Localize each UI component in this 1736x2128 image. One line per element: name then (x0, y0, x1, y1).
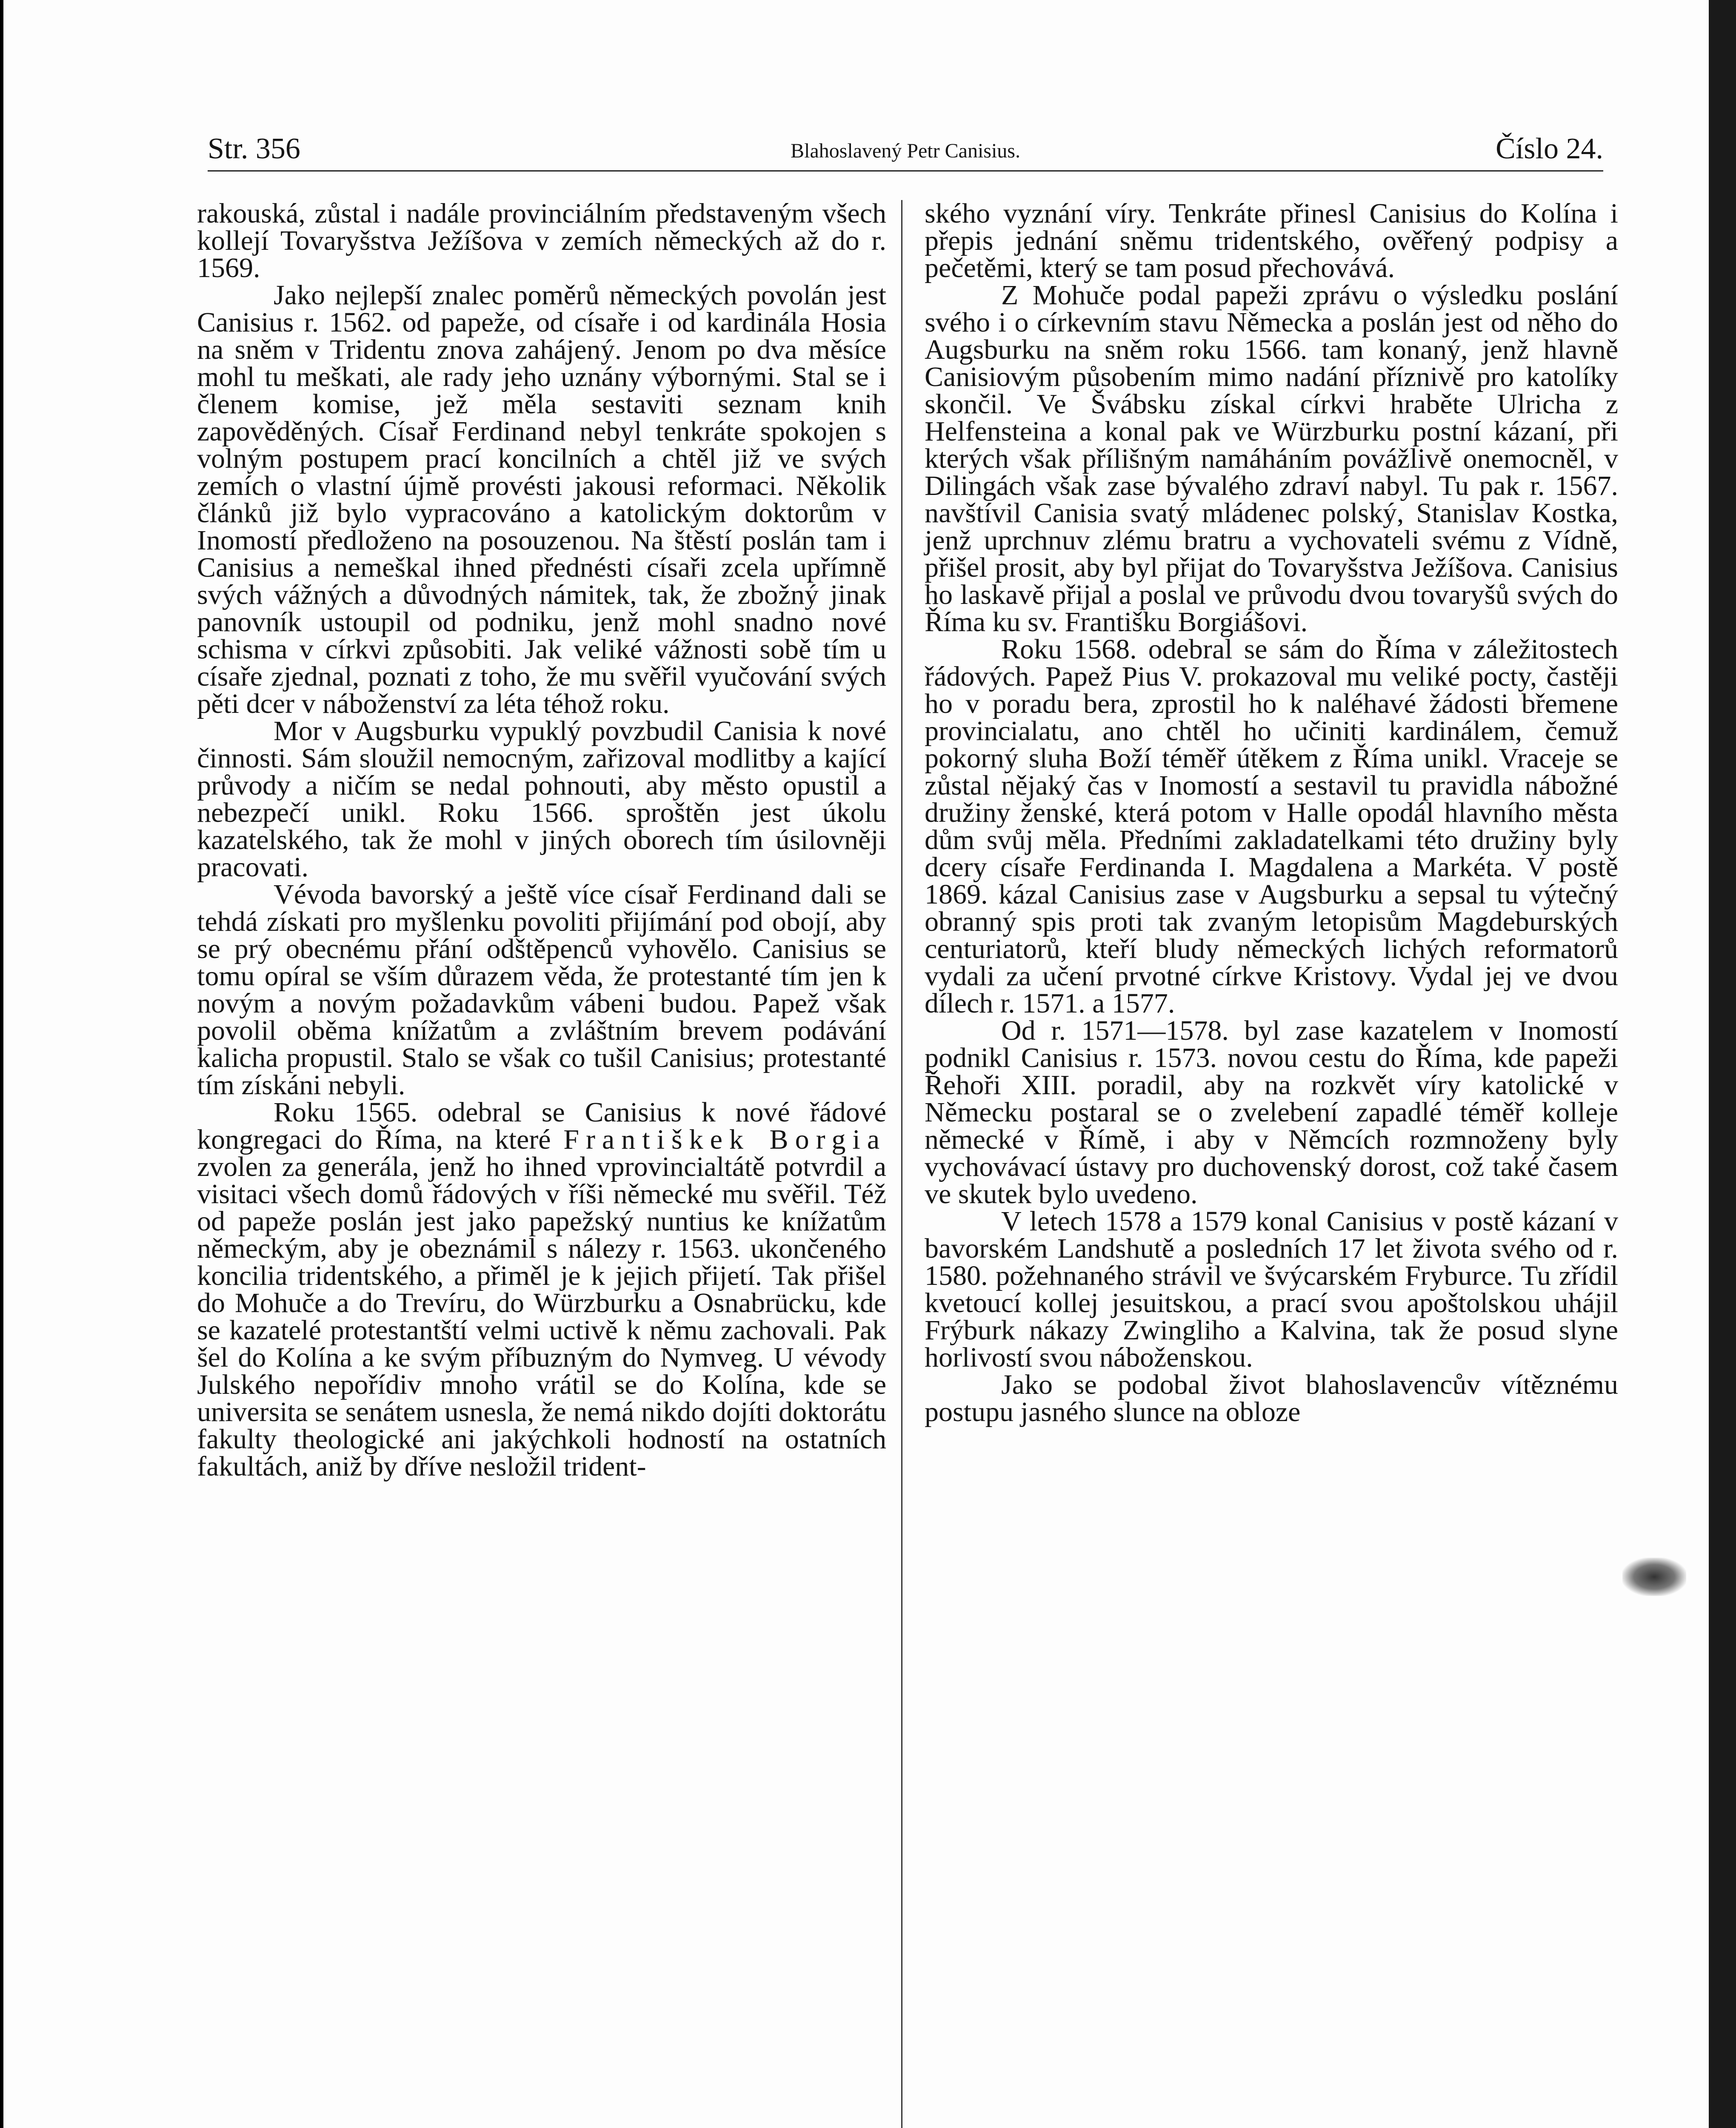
left-column (197, 200, 886, 1480)
paragraph: ského vyznání víry. Tenkráte přinesl Canisius do Kolína i přepis jednání sněmu tridentského, ověřený podpisy a pečetěmi, který se tam posud přechovává. (925, 198, 1618, 283)
page-header (208, 123, 1603, 172)
paragraph: Mor v Augsburku vypuklý povzbudil Canisia k nové činnosti. Sám sloužil nemocným, zařizoval modlitby a kající průvody a ničím se nedal pohnouti, aby město opustil a nebezpečí unikl. Roku 1566. sproštěn jest úkolu kazatelského, tak že mohl v jiných oborech tím úsilovněji pracovati. (197, 715, 886, 883)
book-page (3, 0, 1731, 2128)
paragraph (197, 1099, 886, 1480)
ink-blot (1622, 1558, 1686, 1596)
paragraph: Z Mohuče podal papeži zprávu o výsledku poslání svého i o církevním stavu Německa a poslán jest od něho do Augsburku na sněm roku 1566. tam konaný, jenž hlavně Canisiovým působením mimo nadání příznivě pro katolíky skončil. Ve Švábsku získal církvi hraběte Ulricha z Helfensteina a konal pak ve Würzburku postní kázaní, při kterých však přílišným namáháním povážlivě onemocněl, v Dilingách však zase bývalého zdraví nabyl. Tu pak r. 1567. navštívil Canisia svatý mládenec polský, Stanislav Kostka, jenž uprchnuv zlému bratru a vychovateli svému z Vídně, přišel prosit, aby byl přijat do Tovaryšstva Ježíšova. Canisius ho laskavě přijal a poslal ve průvodu dvou tovaryšů svých do Říma ku sv. Františku Borgiášovi. (925, 280, 1618, 638)
paragraph: Vévoda bavorský a ještě více císař Ferdinand dali se tehdá získati pro myšlenku povoliti přijímání pod obojí, aby se prý obecnému přání odštěpenců vyhovělo. Canisius se tomu opíral se vším důrazem věda, že protestanté tím jen k novým a novým požadavkům vábeni budou. Papež však povolil oběma knížatům a zvláštním brevem podávání kalicha propustil. Stalo se však co tušil Canisius; protestanté tím získáni nebyli. (197, 879, 886, 1101)
issue-number: Číslo 24. (1496, 132, 1603, 165)
paragraph: V letech 1578 a 1579 konal Canisius v postě kázaní v bavorském Landshutě a posledních 17 let života svého od r. 1580. požehnaného strávil ve švýcarském Fryburce. Tu zřídil kvetoucí kollej jesuitskou, a prací svou apoštolskou uhájil Frýburk nákazy Zwingliho a Kalvina, tak že posud slyne horlivostí svou náboženskou. (925, 1206, 1618, 1373)
text-run: Roku 1565. odebral se Canisius k nové řádové kongregaci do Říma, na které (197, 1097, 886, 1155)
scan-edge (1709, 0, 1736, 2128)
paragraph: Roku 1568. odebral se sám do Říma v záležitostech řádových. Papež Pius V. prokazoval mu veliké pocty, častěji ho v poradu bera, zprostil ho k naléhavé žádosti břemene provincialatu, ano chtěl ho učiniti kardinálem, čemuž pokorný sluha Boží téměř útěkem z Říma unikl. Vraceje se zůstal nějaký čas v Inomostí a sestavil tu pravidla nábožné družiny ženské, která potom v Halle opodál hlavního města dům svůj měla. Předními zakladatelkami této družiny byly dcery císaře Ferdinanda I. Magdalena a Markéta. V postě 1869. kázal Canisius zase v Augsburku a sepsal tu výtečný obranný spis proti tak zvaným letopisům Magdeburských centuriatorů, kteří bludy německých lichých reformatorů vydali za učení prvotné církve Kristovy. Vydal jej ve dvou dílech r. 1571. a 1577. (925, 634, 1618, 1019)
page-number: Str. 356 (208, 132, 300, 165)
running-title: Blahoslavený Petr Canisius. (791, 140, 1020, 162)
paragraph: Jako se podobal život blahoslavencův vítěznému postupu jasného slunce na obloze (925, 1369, 1618, 1427)
column-divider (901, 200, 902, 2128)
text-run: zvolen za generála, jenž ho ihned vprovincialtátě potvrdil a visitaci všech domů řádových v říši německé mu svěřil. Též od papeže poslán jest jako papežský nuntius ke knížatům německým, aby je obeznámil s nálezy r. 1563. ukončeného koncilia tridentského, a přiměl je k jejich přijetí. Tak přišel do Mohuče a do Trevíru, do Würzburku a Osnabrücku, kde se kazatelé protestantští velmi uctivě k němu zachovali. Pak šel do Kolína a ke svým příbuzným do Nymveg. U vévody Julského nepořídiv mnoho vrátil se do Kolína, kde se universita se senátem usnesla, že nemá nikdo dojíti doktorátu fakulty theologické ani jakýchkoli hodností na ostatních fakultách, aniž by dříve nesložil trident- (197, 1151, 886, 1482)
paragraph: Jako nejlepší znalec poměrů německých povolán jest Canisius r. 1562. od papeže, od císaře i od kardinála Hosia na sněm v Tridentu znova zahájený. Jenom po dva měsíce mohl tu meškati, ale rady jeho uznány výbornými. Stal se i členem komise, jež měla sestaviti seznam knih zapověděných. Císař Ferdinand nebyl tenkráte spokojen s volným postupem prací koncilních a chtěl již ve svých zemích o vlastní újmě provésti jakousi reformaci. Několik článků již bylo vypracováno a katolickým doktorům v Inomostí předloženo na posouzenou. Na štěstí poslán tam i Canisius a nemeškal ihned přednésti císaři zcela upřímně svých vážných a důvodných námitek, tak, že zbožný jinak panovník ustoupil od podniku, jenž mohl snadno nové schisma v církvi způsobiti. Jak veliké vážnosti sobě tím u císaře zjednal, poznati z toho, že mu svěřil vyučování svých pěti dcer v náboženství za léta téhož roku. (197, 280, 886, 719)
paragraph: rakouská, zůstal i nadále provinciálním představeným všech kollejí Tovaryšstva Ježíšova v zemích německých až do r. 1569. (197, 198, 886, 283)
right-column (925, 200, 1618, 1426)
paragraph: Od r. 1571—1578. byl zase kazatelem v Inomostí podnikl Canisius r. 1573. novou cestu do Říma, kde papeži Řehoři XIII. poradil, aby na rozkvět víry katolické v Německu postaral se o zvelebení zapadlé téměř kolleje německé v Římě, i aby v Němcích rozmnoženy byly vychovávací ústavy pro duchovenský dorost, což také časem ve skutek bylo uvedeno. (925, 1015, 1618, 1210)
person-name: Františkek Borgia (563, 1124, 886, 1155)
